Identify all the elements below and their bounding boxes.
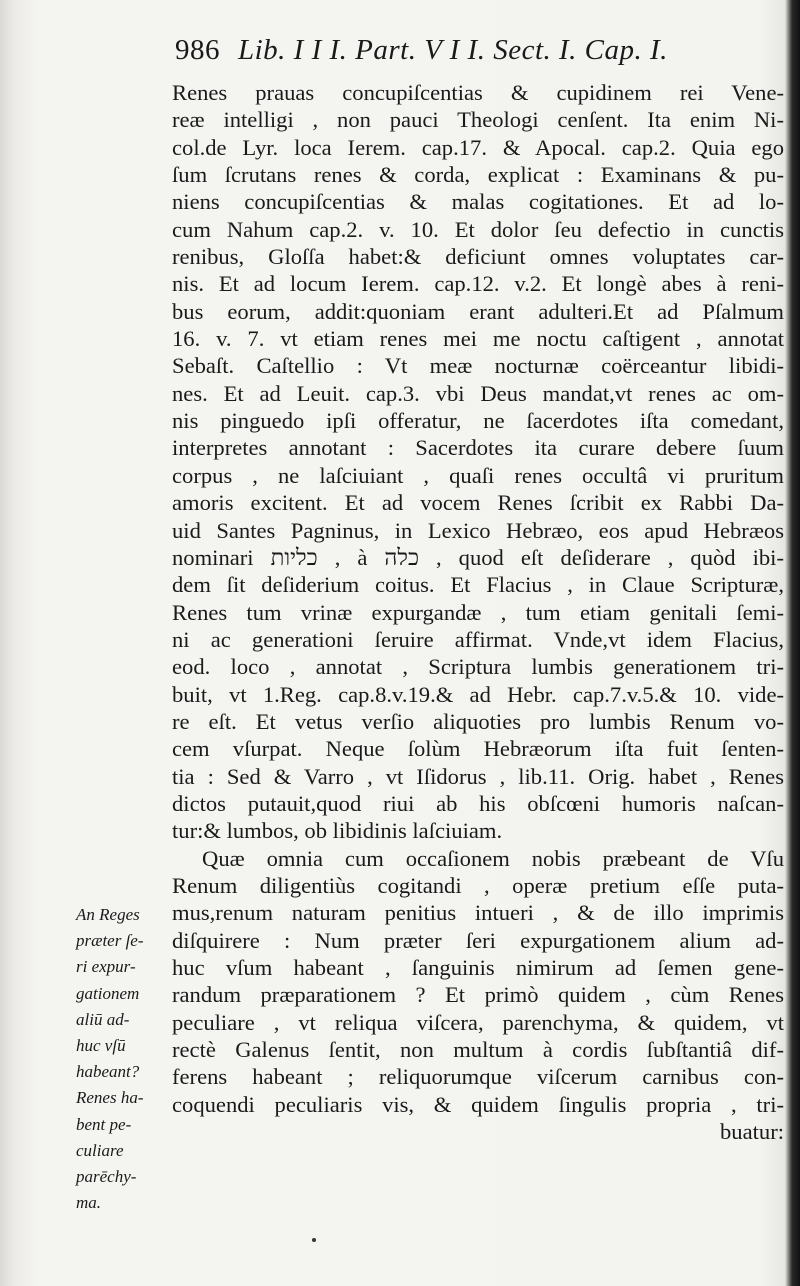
text-line: Renes prauas concupiſcentias & cupidinem rei Vene- xyxy=(172,80,784,105)
text-line: uid Santes Pagninus, in Lexico Hebræo, eos apud Hebræos xyxy=(172,517,784,543)
text-line: cum Nahum cap.2. v. 10. Et dolor ſeu defectio in cunctis xyxy=(172,216,784,242)
text-line: ſum ſcrutans renes & corda, explicat : Examinans & pu- xyxy=(172,162,784,188)
text-line: Renes tum vrinæ expurgandæ , tum etiam genitali ſemi- xyxy=(172,599,784,625)
text-line: corpus , ne laſciuiant , quaſi renes occultâ vi pruritum xyxy=(172,462,784,488)
text-line: randum præparationem ? Et primò quidem , cùm Renes xyxy=(172,982,784,1008)
text-line: ni ac generationi ſeruire affirmat. Vnde,vt idem Flacius, xyxy=(172,626,784,652)
margin-note-line: culiare xyxy=(76,1140,124,1160)
text-line: nis pinguedo ipſi offeratur, ne ſacerdotes iſta comedant, xyxy=(172,408,784,434)
ink-speck xyxy=(312,1238,316,1242)
margin-note-line: An Reges xyxy=(76,905,140,924)
text-line: renibus, Gloſſa habet:& deficiunt omnes voluptates car- xyxy=(172,244,784,270)
text-line: coquendi peculiaris vis, & quidem ſingulis propria , tri- xyxy=(172,1091,784,1117)
page-header xyxy=(175,34,668,67)
text-line: dem ſit deſiderium coitus. Et Flacius , in Claue Scripturæ, xyxy=(172,572,784,598)
margin-note-line: ma. xyxy=(76,1193,102,1213)
margin-note-line: bent pe- xyxy=(76,1114,132,1134)
text-line: 16. v. 7. vt etiam renes mei me noctu caſtigent , annotat xyxy=(172,326,784,352)
text-line: mus,renum naturam penitius intueri , & de illo imprimis xyxy=(172,900,784,926)
text-line: niens concupiſcentias & malas cogitationes. Et ad lo- xyxy=(172,189,784,215)
text-line: peculiare , vt reliqua viſcera, parenchyma, & quidem, vt xyxy=(172,1009,784,1035)
text-line: tur:& lumbos, ob libidinis laſciuiam. xyxy=(172,818,503,844)
text-line: cem vſurpat. Neque ſolùm Hebræorum iſta fuit ſenten- xyxy=(172,736,784,762)
page-number: 986 xyxy=(175,34,220,66)
text-line: col.de Lyr. loca Ierem. cap.17. & Apocal. cap.2. Quia ego xyxy=(172,134,784,160)
text-line: re eſt. Et vetus verſio aliquoties pro lumbis Renum vo- xyxy=(172,708,784,734)
text-line: nes. Et ad Leuit. cap.3. vbi Deus mandat,vt renes ac om- xyxy=(172,380,784,406)
margin-note-line: aliū ad- xyxy=(76,1009,130,1029)
text-line: tia : Sed & Varro , vt Iſidorus , lib.11. Orig. habet , Renes xyxy=(172,763,784,789)
text-line: nominari כליות , à כלה , quod eſt deſiderare , quòd ibi- xyxy=(172,544,784,570)
margin-note xyxy=(76,902,172,1216)
margin-note-line: gationem xyxy=(76,983,140,1003)
text-line: reæ intelligi , non pauci Theologi cenſent. Ita enim Ni- xyxy=(172,107,784,133)
text-line: eod. loco , annotat , Scriptura lumbis generationem tri- xyxy=(172,654,784,680)
margin-note-line: Renes ha- xyxy=(76,1088,144,1108)
text-line: bus eorum, addit:quoniam erant adulteri.Et ad Pſalmum xyxy=(172,298,784,324)
margin-note-line: huc vſū xyxy=(76,1036,126,1056)
text-line: ferens habeant ; reliquorumque viſcerum carnibus con- xyxy=(172,1064,784,1090)
text-line: amoris excitent. Et ad vocem Renes ſcribit ex Rabbi Da- xyxy=(172,490,784,516)
text-line: huc vſum habeant , ſanguinis nimirum ad ſemen gene- xyxy=(172,955,784,980)
margin-note-line: habeant? xyxy=(76,1062,140,1082)
text-line: dictos putauit,quod riui ab his obſcœni humoris naſcan- xyxy=(172,790,784,816)
main-text-block xyxy=(172,79,784,1145)
text-line: interpretes annotant : Sacerdotes ita curare debere ſuum xyxy=(172,435,784,461)
text-line: Quæ omnia cum occaſionem nobis præbeant de Vſu xyxy=(202,845,784,871)
text-line: nis. Et ad locum Ierem. cap.12. v.2. Et longè abes à reni- xyxy=(172,271,784,297)
text-line: Renum diligentiùs cogitandi , operæ pretium eſſe puta- xyxy=(172,872,784,898)
text-line: rectè Galenus ſentit, non multum à cordis ſubſtantiâ dif- xyxy=(172,1037,784,1063)
margin-note-line: parēchy- xyxy=(76,1167,137,1187)
running-title: Lib. I I I. Part. V I I. Sect. I. Cap. I. xyxy=(238,34,668,66)
text-line: diſquirere : Num præter ſeri expurgationem alium ad- xyxy=(172,927,784,953)
text-line: Sebaſt. Caſtellio : Vt meæ nocturnæ coërceantur libidi- xyxy=(172,353,784,379)
margin-note-line: præter ſe- xyxy=(76,931,144,951)
text-line: buatur: xyxy=(720,1119,784,1145)
margin-note-line: ri expur- xyxy=(76,957,136,977)
text-line: buit, vt 1.Reg. cap.8.v.19.& ad Hebr. cap.7.v.5.& 10. vide- xyxy=(172,681,784,707)
